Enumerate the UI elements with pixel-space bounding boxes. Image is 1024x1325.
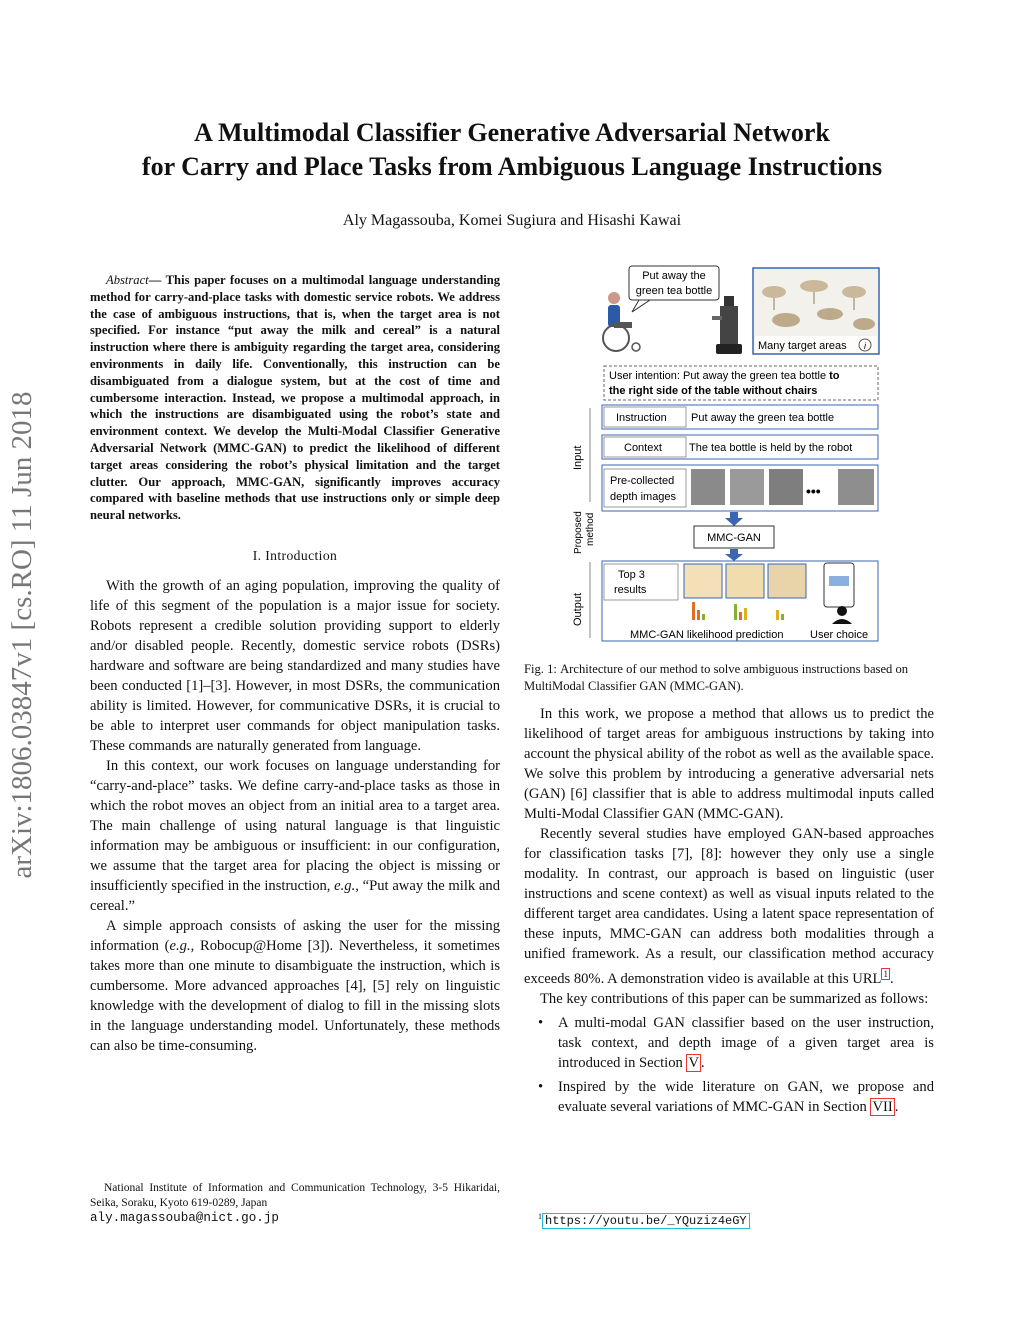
architecture-diagram	[524, 262, 934, 644]
author-list: Aly Magassouba, Komei Sugiura and Hisashi Kawai	[342, 212, 682, 229]
mmc-gan-label: MMC-GAN	[707, 532, 761, 544]
speech-bubble	[629, 266, 719, 312]
more-images-icon: •••	[806, 483, 821, 499]
bullet-1-end: .	[701, 1054, 705, 1071]
right-p2-end: .	[889, 970, 894, 987]
intro-paragraph-2	[90, 756, 500, 916]
result-image-3	[768, 564, 806, 598]
depth-image-4	[838, 469, 874, 505]
caption-text: Architecture of our method to solve ambiguous instructions based on MultiModal Classifier GAN (MMC-GAN).	[524, 662, 909, 693]
intro-p2-text: In this context, our work focuses on language understanding for “carry-and-place” tasks. We define carry-and-place tasks as those in which the robot moves an object from an initial area to a target area. The main challenge of using natural language is that linguistic information may be ambiguous or insufficient: in our configuration, we assume that the target area for placing the object is missing or insufficiently specified in the instruction,	[90, 757, 500, 894]
many-targets-label: Many target areas	[758, 340, 847, 352]
section-ref-v[interactable]: V	[688, 1054, 700, 1071]
contribution-bullet-1	[524, 1013, 934, 1073]
affiliation-text: National Institute of Information and Communication Technology, 3-5 Hikaridai, Seika, Soraku, Kyoto 619-0289, Japan	[90, 1182, 500, 1209]
arxiv-watermark: arXiv:1806.03847v1 [cs.RO] 11 Jun 2018	[6, 391, 38, 879]
depth-label-2: depth images	[610, 491, 677, 503]
top3-label-2: results	[614, 584, 647, 596]
robot-icon	[712, 296, 742, 354]
intro-p3-eg: e.g.	[169, 937, 191, 954]
scene-image	[753, 268, 879, 354]
right-column	[524, 704, 934, 1117]
arrow-down-icon-2	[725, 549, 743, 561]
figure-caption	[524, 661, 934, 695]
result-image-2	[726, 564, 764, 598]
abstract	[90, 272, 500, 524]
intro-p3-text-end: , Robocup@Home [3]). Nevertheless, it sometimes takes more than one minute to disambiguate the instruction, which is cumbersome. More advanced approaches [4], [5] rely on linguistic knowledge with the development of dialog to fill in the missing slots in the language understanding model. Unfortunately, these methods can also be time-consuming.	[90, 937, 500, 1054]
depth-image-2	[730, 469, 764, 505]
title-line-1: A Multimodal Classifier Generative Adversarial Network	[194, 118, 830, 147]
likelihood-caption: MMC-GAN likelihood prediction	[630, 629, 784, 641]
figure-1	[524, 262, 934, 644]
info-icon: i	[864, 341, 866, 351]
bullet-dot: •	[538, 1078, 544, 1095]
depth-image-3	[769, 469, 803, 505]
wheelchair-user-icon	[603, 292, 640, 351]
footnote-url-link[interactable]: https://youtu.be/_YQuziz4eGY	[542, 1213, 750, 1229]
intro-paragraph-3	[90, 916, 500, 1056]
section-ref-vii[interactable]: VII	[872, 1098, 893, 1115]
side-label-proposed: Proposed	[573, 511, 584, 554]
top3-label-1: Top 3	[618, 569, 645, 581]
context-label: Context	[624, 442, 662, 454]
url-footnote	[538, 1212, 750, 1228]
context-value: The tea bottle is held by the robot	[689, 442, 853, 454]
side-label-input: Input	[572, 445, 584, 470]
intro-p2-text-end: , “Put away the milk and cereal.”	[90, 877, 500, 914]
instruction-value: Put away the green tea bottle	[691, 412, 835, 424]
intro-p3-text: A simple approach consists of asking the user for the missing information (	[90, 917, 500, 954]
speech-text-1: Put away the	[642, 270, 706, 282]
user-intention-text-2: the right side of the table without chairs	[609, 385, 818, 397]
speech-text-2: green tea bottle	[635, 285, 713, 297]
right-paragraph-1: In this work, we propose a method that allows us to predict the likelihood of target areas for ambiguous instructions by taking into account the physical ability of the robot as well as the available space. We solve this problem by introducing a generative adversarial nets (GAN) [6] classifier that is able to address multimodal inputs called Multi-Modal Classifier GAN (MMC-GAN).	[524, 706, 934, 822]
intro-paragraph-1: With the growth of an aging population, improving the quality of life of this segment of the population is a major issue for society. Robots represent a credible solution providing support to elderly and/or disabled people. Recently, domestic service robots (DSRs) hardware and software are being standardized and many studies have been conducted [1]–[3]. However, in most DSRs, the communication ability is limited. However, for communicative DSRs, it is crucial to be able to interpret user commands for object manipulation tasks. These commands are naturally generated from language.	[90, 577, 500, 754]
depth-image-1	[691, 469, 725, 505]
caption-label: Fig. 1:	[524, 662, 557, 676]
user-intention-text-1	[609, 370, 840, 382]
side-label-output: Output	[572, 592, 584, 626]
footnote-mark: 1	[538, 1212, 542, 1221]
right-paragraph-3: The key contributions of this paper can be summarized as follows:	[540, 990, 929, 1007]
user-intention-part-a: User intention: Put away the green tea bottle	[609, 370, 830, 382]
intro-p2-eg: e.g.	[334, 877, 356, 894]
paper-title	[60, 116, 964, 184]
depth-label-1: Pre-collected	[610, 475, 675, 487]
side-label-method: method	[585, 512, 596, 546]
instruction-label: Instruction	[616, 412, 667, 424]
user-intention-to: to	[829, 370, 840, 382]
author-email[interactable]: aly.magassouba@nict.go.jp	[90, 1211, 279, 1225]
section-heading-introduction: I. Introduction	[252, 547, 338, 563]
abstract-text: — This paper focuses on a multimodal language understanding method for carry-and-place tasks with domestic service robots. We address the case of ambiguous instructions, that is, when the target area is not specified. For instance “put away the milk and cereal” is a natural instruction where there is ambiguity regarding the target area, considering environments in daily life. Conventionally, this instruction can be disambiguated from a dialogue system, but at the cost of time and cumbersome interaction. Instead, we propose a multimodal approach, in which the instructions are disambiguated using the robot’s state and environment context. We develop the Multi-Modal Classifier Generative Adversarial Network (MMC-GAN) to predict the likelihood of different target areas considering the robot’s physical limitation and the target clutter. Our approach, MMC-GAN, significantly improves accuracy compared with baseline methods that use instructions only or simple deep neural networks.	[90, 273, 500, 523]
result-image-1	[684, 564, 722, 598]
contribution-bullet-2	[524, 1077, 934, 1117]
arrow-down-icon	[725, 512, 743, 526]
user-head-icon	[837, 606, 847, 616]
bullet-2-text: Inspired by the wide literature on GAN, we propose and evaluate several variations of MMC-GAN in Section	[558, 1078, 934, 1115]
bullet-2-end: .	[894, 1098, 899, 1115]
phone-screen	[829, 576, 849, 586]
abstract-label: Abstract	[106, 273, 149, 287]
footnote-ref-1[interactable]: 1	[883, 969, 888, 979]
title-line-2: for Carry and Place Tasks from Ambiguous Language Instructions	[141, 152, 883, 181]
bullet-1-text: A multi-modal GAN classifier based on the user instruction, task context, and depth image of a given target area is introduced in Section	[558, 1014, 934, 1071]
bullet-dot: •	[538, 1014, 544, 1031]
affiliation-footnote	[90, 1181, 500, 1225]
user-choice-caption: User choice	[810, 629, 869, 641]
left-column	[90, 272, 500, 1056]
right-p2-text: Recently several studies have employed GAN-based approaches for classification tasks [7], [8]: however they only use a single modality. In contrast, our approach is based on linguistic (user instructions and scene context) as well as visual inputs related to the different target area candidates. Using a latent space representation of these inputs, MMC-GAN can address both modalities through a unified framework. As a result, our classification method accuracy exceeds 80%. A demonstration video is available at this URL	[524, 826, 934, 987]
right-paragraph-2	[524, 824, 934, 989]
